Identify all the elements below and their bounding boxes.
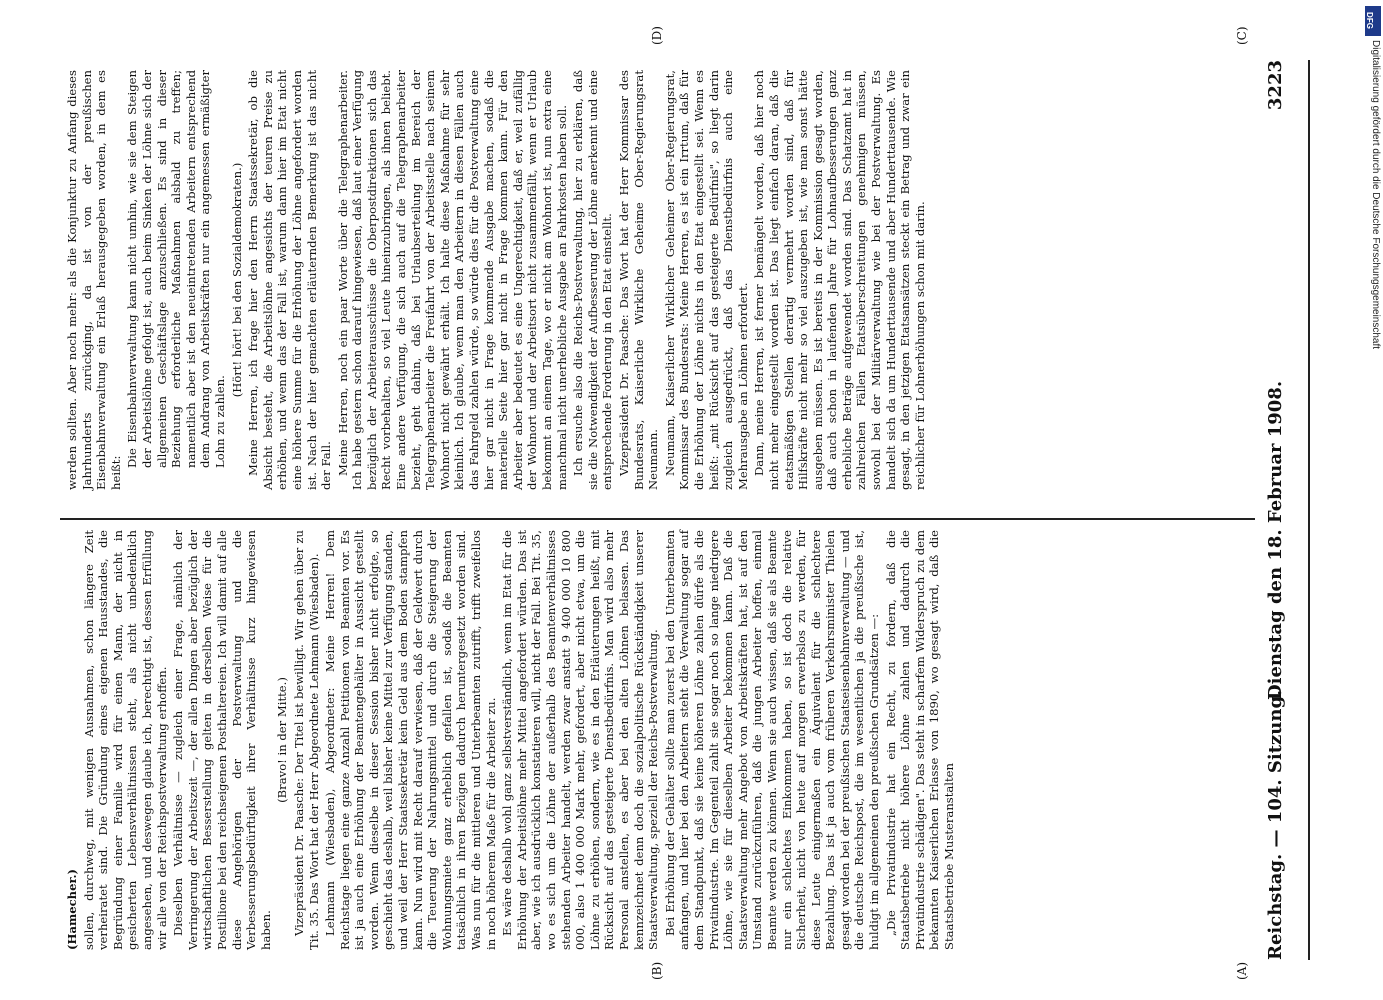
left-interjection: (Bravo! in der Mitte.) (275, 677, 290, 803)
right-paragraph-vizepraesident: Vizepräsident Dr. Paasche: Das Wort hat der Herr Kommissar des Bundesrats, Kaiserliche Wirkliche Geheime Ober-Regierungsrat Neumann. (616, 70, 661, 490)
left-paragraph-vizepraesident: Vizepräsident Dr. Paasche: Der Titel ist bewilligt. Wir gehen über zu Tit. 35. Das Wort hat der Herr Abgeordnete Lehmann (Wiesbaden). (291, 530, 321, 950)
left-paragraph-lehmann: Lehmann (Wiesbaden), Abgeordneter: Meine Herren! Dem Reichstage liegen eine ganze Anzahl Petitionen von Beamten vor. Es ist ja auch eine Erhöhung der Beamtengehälter in Aussicht gestellt worden. Wenn dieselbe in dieser Session bisher nicht erfolgte, so geschieht das deshalb, weil bisher keine Mittel zur Verfügung standen, und weil der Herr Staatssekretär kein Geld aus dem Boden stampfen kann. Nun wird mit Recht darauf verwiesen, daß der Geldwert durch die Teuerung der Nahrungsmittel und durch die Steigerung der Wohnungsmiete ganz erheblich gefallen ist, sodaß die Beamten tatsächlich in ihren Bezügen dadurch heruntergesetzt worden sind. Was nun für die mittleren und Unterbeamten zutrifft, trifft zweifellos in noch höherem Maße für die Arbeiter zu. (323, 530, 498, 950)
speaker-tag: (Hamecher.) (65, 868, 79, 950)
right-paragraph-1: werden sollten. Aber noch mehr: als die Konjunktur zu Anfang dieses Jahrhunderts zurückging, da ist von der preußischen Eisenbahnverwaltung ein Erlaß herausgegeben worden, in dem es heißt: (65, 70, 123, 490)
right-interjection: (Hört! hört! bei den Sozialdemokraten.) (229, 162, 244, 398)
digitization-note: Digitalisierung gefördert durch die Deutsche Forschungsgemeinschaft (1370, 40, 1381, 350)
left-paragraph-7: Bei Erhöhung der Gehälter sollte man zuerst bei den Unterbeamten anfangen, und hier bei den Arbeitern steht die Verwaltung sogar auf dem Standpunkt, daß sie keine höheren Löhne zahlen dürfe als die Privatindustrie. Im Gegenteil zahlt sie sogar noch so lange niedrigere Löhne, wie sie für dieselben Arbeiter bekommen kann. Daß die Staatsverwaltung mehr Angebot von Arbeitskräften hat, ist auf den Umstand zurückzuführen, daß die jungen Arbeiter hoffen, einmal Beamte werden zu können. Wenn sie auch wissen, daß sie als Beamte nur ein schlechtes Einkommen haben, so ist doch die relative Sicherheit, nicht von heute auf morgen erwerbslos zu werden, für diese Leute einigermaßen ein Äquivalent für die schlechtere Bezahlung. Das ist ja auch vom früheren Verkehrsminister Thielen gesagt worden bei der preußischen Staatseisenbahnverwaltung — und die deutsche Reichspost, die im wesentlichen ja die preußische ist, huldigt im allgemeinen den preußischen Grundsätzen —: (662, 530, 882, 950)
column-divider (60, 518, 1255, 520)
left-column (65, 530, 1255, 950)
right-paragraph-3: Meine Herren, ich frage hier den Herrn Staatssekretär, ob die Absicht besteht, die Arbeitslöhne angesichts der teuren Preise zu erhöhen, und wenn das der Fall ist, warum dann hier im Etat nicht eine höhere Summe für die Erhöhung der Löhne angefordert worden ist. Nach der hier gemachten erläuternden Bemerkung ist das nicht der Fall. (246, 70, 334, 490)
right-paragraph-8: Dann, meine Herren, ist ferner bemängelt worden, daß hier noch nicht mehr eingestellt worden ist. Das liegt einfach daran, daß die etatsmäßigen Stellen derartig vermehrt worden sind, daß für Hilfskräfte nicht mehr so viel auszugeben ist, wie man sonst hätte ausgeben müssen. Es ist bereits in der Kommission gesagt worden, daß auch schon in laufenden Jahre für Lohnaufbesserungen ganz erhebliche Beträge aufgewendet worden sind. Das Schatzamt hat in zahlreichen Fällen Etatsüberschreitungen genehmigen müssen, sowohl bei der Militärverwaltung wie bei der Postverwaltung. Es handelt sich da um Hunderttausende und aber Hunderttausende. Wie gesagt, in den jetzigen Etatsansätzen steckt ein Betrag und zwar ein reichlicher für Lohnerhöhungen schon mit darin. (752, 70, 927, 490)
right-paragraph-4: Meine Herren, noch ein paar Worte über die Telegraphenarbeiter. Ich habe gestern schon darauf hingewiesen, daß laut einer Verfügung bezüglich der Arbeiterausschüsse die Oberpostdirektionen sich das Recht vorbehalten, so viel Leute hineinzubringen, als ihnen beliebt. Eine andere Verfügung, die sich auch auf die Telegraphenarbeiter bezieht, geht dahin, daß bei Urlaubserteilung im Bereich der Telegraphenarbeiter die Freifahrt von der Arbeitsstelle nach seinem Wohnort nicht gewährt erhält. Ich halte diese Maßnahme für sehr kleinlich. Ich glaube, wenn man den Arbeitern in diesen Fällen auch das Fahrgeld zahlen würde, so würde dies für die Postverwaltung eine hier gar nicht in Frage kommende Ausgabe machen, sodaß die materielle Seite hier gar nicht in Frage kommen kann. Für den Arbeiter aber bedeutet es eine Ungerechtigkeit, daß er, weil zufällig der Wohnort und der Arbeitsort nicht zusammenfällt, wenn er Urlaub bekommt an einem Tage, wo er nicht am Wohnort ist, nun extra eine manchmal nicht unerhebliche Ausgabe an Fahrkosten haben soll. (335, 70, 569, 490)
page-number: 3223 (1265, 60, 1286, 111)
left-paragraph-1: sollen, durchweg, mit wenigen Ausnahmen, schon längere Zeit verheiratet sind. Die Gründung eines eigenen Hausstandes, die Begründung einer Familie wird für einen Mann, der nicht in gesicherten Lebensverhältnissen steht, als nicht unbedenklich angesehen, und deswegen glaube ich, berechtigt ist, dessen Erfüllung wir alle von der Reichspostverwaltung erhoffen. (81, 530, 169, 950)
rotated-page (40, 20, 1330, 980)
header-left: Reichstag. — 104. Sitzung. (1265, 689, 1286, 960)
margin-letter-b: (B) (650, 961, 664, 980)
right-column (65, 70, 1255, 490)
right-quote: Die Eisenbahnverwaltung kann nicht umhin, wie sie dem Steigen der Arbeitslöhne gefolgt ist, auch beim Sinken der Löhne sich der allgemeinen Geschäftslage anzuschließen. Es sind in dieser Beziehung erforderliche Maßnahmen alsbald zu treffen; namentlich aber ist den neueintretenden Arbeitern entsprechend dem Andrang von Arbeitskräften nur ein angemessen ermäßigter Lohn zu zahlen. (125, 70, 227, 468)
right-paragraph-neumann: Neumann, Kaiserlicher Wirklicher Geheimer Ober-Regierungsrat, Kommissar des Bundesrats: Meine Herren, es ist ein Irrtum, daß für die Erhöhung der Löhne nichts in den Etat eingestellt sei. Wenn es heißt: „mit Rücksicht auf das gesteigerte Bedürfnis", so liegt darin zugleich ausgedrückt, daß das Dienstbedürfnis auch eine Mehrausgabe an Löhnen erfordert. (662, 70, 750, 490)
dfg-logo: DFG (1365, 6, 1381, 36)
header-date: Dienstag den 18. Februar 1908. (1265, 380, 1286, 700)
header-rule (1308, 60, 1310, 960)
margin-letter-d: (D) (650, 26, 664, 45)
right-paragraph-5: Ich ersuche also die Reichs-Postverwaltung, hier zu erklären, daß sie die Notwendigkeit der Aufbesserung der Löhne anerkennt und eine entsprechende Forderung in den Etat einstellt. (571, 70, 615, 490)
left-paragraph-6: Es wäre deshalb wohl ganz selbstverständlich, wenn im Etat für die Erhöhung der Arbeitslöhne mehr Mittel angefordert würden. Das ist aber, wie ich ausdrücklich konstatieren will, nicht der Fall. Bei Tit. 35, wo es sich um die Löhne der außerhalb des Beamtenverhältnisses stehenden Arbeiter handelt, werden zwar anstatt 9 400 000 10 800 000, also 1 400 000 Mark mehr, gefordert, aber nicht etwa, um die Löhne zu erhöhen, sondern, wie es in den Erläuterungen heißt, mit Rücksicht auf das gesteigerte Dienstbedürfnis. Man wird also mehr Personal anstellen, es aber bei den alten Löhnen belassen. Das kennzeichnet denn doch die sozialpolitische Rückständigkeit unserer Staatsverwaltung, speziell der Reichs-Postverwaltung. (500, 530, 661, 950)
margin-letter-c: (C) (1235, 26, 1249, 45)
margin-letter-a: (A) (1235, 961, 1249, 980)
left-paragraph-8: „Die Privatindustrie hat ein Recht, zu fordern, daß die Staatsbetriebe nicht höhere Löhne zahlen und dadurch die Privatindustrie schädigen". Das steht in scharfem Widerspruch zu dem bekannten Kaiserlichen Erlasse von 1890, wo gesagt wird, daß die Staatsbetriebe Musteranstalten (883, 530, 957, 950)
page-header (1265, 60, 1305, 960)
left-paragraph-2: Dieselben Verhältnisse — zugleich einer Frage, nämlich der Verringerung der Arbeitszeit —, der allen Dingen aber bezüglich der wirtschaftlichen Besserstellung gelten in derselben Weise für die Postillione bei den reichseigenen Posthaltereien. Ich will damit auf alle diese Angehörigen der Postverwaltung und die Verbesserungsbedürftigkeit ihrer Verhältnisse kurz hingewiesen haben. (171, 530, 273, 950)
